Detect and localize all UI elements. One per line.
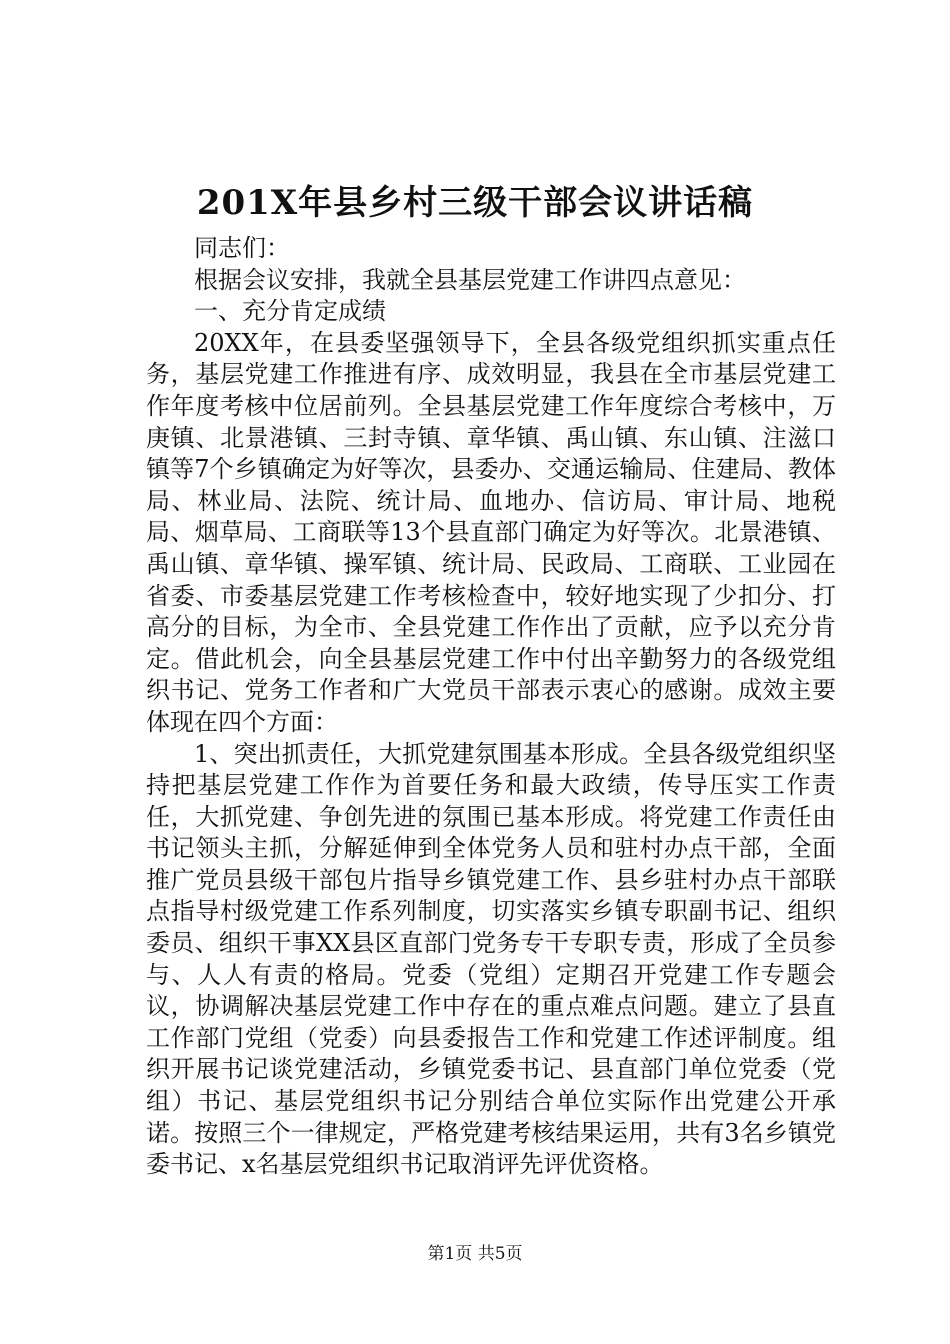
document-body bbox=[146, 233, 836, 1181]
body-paragraph: 20XX年，在县委坚强领导下，全县各级党组织抓实重点任务，基层党建工作推进有序、成效明显，我县在全市基层党建工作年度考核中位居前列。全县基层党建工作年度综合考核中，万庚镇、北景港镇、三封寺镇、章华镇、禹山镇、东山镇、注滋口镇等7个乡镇确定为好等次，县委办、交通运输局、住建局、教体局、林业局、法院、统计局、血地办、信访局、审计局、地税局、烟草局、工商联等13个县直部门确定为好等次。北景港镇、禹山镇、章华镇、操军镇、统计局、民政局、工商联、工业园在省委、市委基层党建工作考核检查中，较好地实现了少扣分、打高分的目标，为全市、全县党建工作作出了贡献，应予以充分肯定。借此机会，向全县基层党建工作中付出辛勤努力的各级党组织书记、党务工作者和广大党员干部表示衷心的感谢。成效主要体现在四个方面： bbox=[146, 328, 836, 736]
page-number-footer: 第1页 共5页 bbox=[427, 1244, 523, 1264]
salutation-paragraph: 同志们： bbox=[194, 234, 290, 262]
body-paragraph: 1、突出抓责任，大抓党建氛围基本形成。全县各级党组织坚持把基层党建工作作为首要任务和最大政绩，传导压实工作责任，大抓党建、争创先进的氛围已基本形成。将党建工作责任由书记领头主抓，分解延伸到全体党务人员和驻村办点干部，全面推广党员县级干部包片指导乡镇党建工作、县乡驻村办点干部联点指导村级党建工作系列制度，切实落实乡镇专职副书记、组织委员、组织干事XX县区直部门党务专干专职专责，形成了全员参与、人人有责的格局。党委（党组）定期召开党建工作专题会议，协调解决基层党建工作中存在的重点难点问题。建立了县直工作部门党组（党委）向县委报告工作和党建工作述评制度。组织开展书记谈党建活动，乡镇党委书记、县直部门单位党委（党组）书记、基层党组织书记分别结合单位实际作出党建公开承诺。按照三个一律规定，严格党建考核结果运用，共有3名乡镇党委书记、x名基层党组织书记取消评先评优资格。 bbox=[146, 739, 836, 1179]
section-heading: 一、充分肯定成绩 bbox=[194, 297, 386, 326]
intro-paragraph: 根据会议安排，我就全县基层党建工作讲四点意见： bbox=[194, 265, 746, 294]
document-title: 201X年县乡村三级干部会议讲话稿 bbox=[196, 183, 754, 223]
